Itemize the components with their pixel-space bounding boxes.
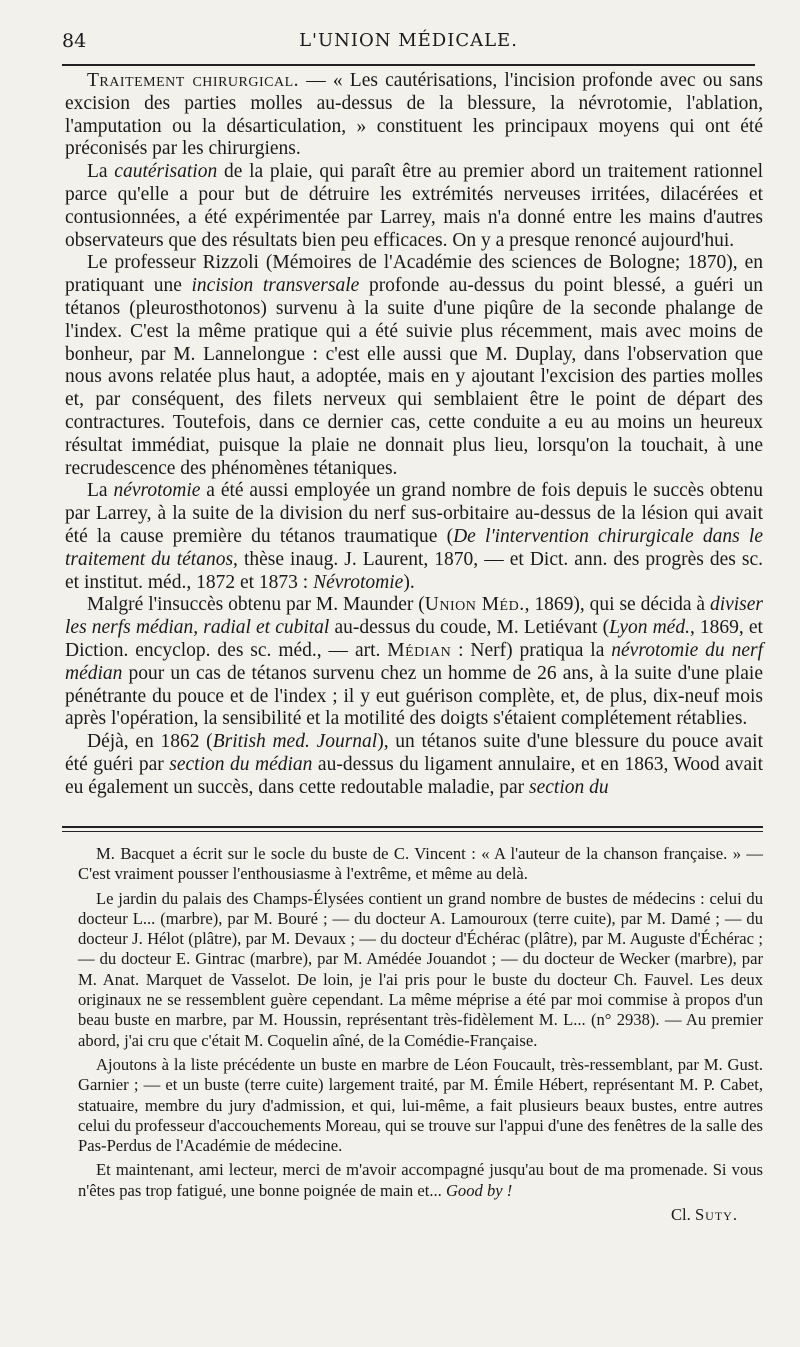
italic-run: Névrotomie bbox=[313, 571, 404, 593]
text-run: , 1869, et Diction. encyclop. des sc. méd., — art. bbox=[65, 617, 763, 661]
main-text bbox=[65, 70, 763, 800]
text-run: de la plaie, qui paraît être au premier abord un traitement rationnel parce qu'elle a pour but de détruire les extrémités nerveuses irritées, dilacérées et contusionnées, a été expérimentée par Larrey, mais n'a donné entre les mains d'autres observateurs que des résultats bien peu efficaces. On y a presque renoncé aujourd'hui. bbox=[65, 161, 763, 251]
text-run: , thèse inaug. J. Laurent, 1870, — et Dict. ann. des progrès des sc. et institut. méd., 1872 et 1873 : bbox=[65, 548, 764, 593]
text-run: au-dessus du coude, M. Letiévant ( bbox=[329, 617, 610, 639]
paragraph-maunder bbox=[65, 594, 763, 731]
text-run: a été aussi employée un grand nombre de fois depuis le succès obtenu par Larrey, à la suite de la division du nerf sus-orbitaire au-dessus de la lésion qui avait été la cause première du tétanos traumatique ( bbox=[65, 480, 763, 547]
paragraph-text: — « Les cautérisations, l'incision profonde avec ou sans excision des parties molles au-dessus de la blessure, la névrotomie, l'ablation, l'amputation ou la désarticulation, » constituent les principaux moyens qui ont été préconisés par les chirurgiens. bbox=[65, 70, 763, 160]
running-title: L'UNION MÉDICALE. bbox=[299, 30, 518, 51]
note-bacquet: M. Bacquet a écrit sur le socle du buste de C. Vincent : « A l'auteur de la chanson française. » — C'est vraiment pousser l'enthousiasme à l'extrême, et même au delà. bbox=[78, 844, 763, 884]
paragraph-surgical-treatment bbox=[65, 70, 763, 161]
italic-run: névrotomie du nerf médian bbox=[65, 639, 763, 684]
text-run: Et maintenant, ami lecteur, merci de m'avoir accompagné jusqu'au bout de ma promenade. Si vous n'êtes pas trop fatigué, une bonne poignée de main et... bbox=[78, 1160, 763, 1200]
page-number: 84 bbox=[62, 30, 87, 52]
signature-initials: Cl. bbox=[670, 1205, 695, 1225]
italic-run: cautérisation bbox=[114, 161, 218, 183]
italic-run: diviser les nerfs médian, radial et cubital bbox=[65, 594, 764, 639]
paragraph-rizzoli bbox=[65, 252, 763, 480]
paragraph-nevrotomie bbox=[65, 480, 763, 594]
header-rule bbox=[62, 64, 755, 66]
note-jardin: Le jardin du palais des Champs-Élysées contient un grand nombre de bustes de médecins : celui du docteur L... (marbre), par M. Bouré ; — du docteur A. Lamouroux (terre cuite), par M. Damé ; — du docteur J. Hélot (plâtre), par M. Devaux ; — du docteur d'Échérac (plâtre), par M. Auguste d'Échérac ; — du docteur E. Gintrac (marbre), par M. Amédée Jouandot ; — du docteur de Wecker (marbre), par M. Anat. Marquet de Vasselot. De loin, je l'ai pris pour le buste du docteur Ch. Fauvel. Les deux originaux ne se ressemblent guère cependant. La même méprise a été par moi commise à propos d'un beau buste en marbre, par M. Houssin, représentant très-fidèlement M. L... (n° 2938). — Au premier abord, j'ai cru que c'était M. Coquelin aîné, de la Comédie-Française. bbox=[78, 888, 763, 1050]
page-header bbox=[62, 30, 755, 60]
feuilleton-rule-thin bbox=[62, 831, 763, 832]
italic-run: névrotomie bbox=[113, 480, 201, 502]
text-run: profonde au-dessus du point blessé, a guéri un tétanos (pleurosthotonos) survenu à la suite d'une piqûre de la seconde phalange de l'index. C'est la même pratique qui a été suivie plus récemment, mais avec moins de bonheur, par M. Lannelongue : c'est elle aussi que M. Duplay, dans l'observation que nous avons relatée plus haut, a adoptée, mais en y ajoutant l'excision des parties molles et, par conséquent, des filets nerveux qui semblaient être le point de départ des contractures. Toutefois, dans ce dernier cas, cette conduite a eu au moins un heureux résultat immédiat, puisque la plaie ne donnait plus lieu, lorsqu'on la touchait, à une recrudescence des phénomènes tétaniques. bbox=[65, 275, 763, 479]
italic-run: Good by ! bbox=[445, 1180, 513, 1200]
feuilleton-text bbox=[78, 844, 763, 1225]
smallcaps-run: Union Méd. bbox=[424, 594, 525, 616]
text-run: pour un cas de tétanos survenu chez un homme de 26 ans, à la suite d'une plaie pénétrante du pouce et de l'index ; il y eut guérison complète, et, de plus, dix-neuf mois après l'opération, la sensibilité et la motilité des doigts s'étaient complétement rétablies. bbox=[65, 662, 763, 730]
italic-run: section du bbox=[529, 776, 609, 798]
signature bbox=[78, 1205, 763, 1225]
smallcaps-run: Médian bbox=[387, 639, 452, 661]
text-run: au-dessus du ligament annulaire, et en 1863, Wood avait eu également un succès, dans cette redoutable maladie, par bbox=[65, 753, 763, 798]
text-run: ). bbox=[403, 571, 415, 593]
note-maintenant bbox=[78, 1160, 763, 1201]
text-run: La bbox=[87, 161, 115, 183]
italic-run: incision transversale bbox=[191, 275, 360, 297]
text-run: ), un tétanos suite d'une blessure du pouce avait été guéri par bbox=[65, 731, 763, 775]
feuilleton-rule bbox=[62, 826, 763, 828]
text-run: La bbox=[87, 480, 114, 502]
signature-name: Suty. bbox=[694, 1205, 738, 1225]
note-ajoutons: Ajoutons à la liste précédente un buste en marbre de Léon Foucault, très-ressemblant, par M. Gust. Garnier ; — et un buste (terre cuite) largement traité, par M. Émile Hébert, représentant M. P. Cabet, statuaire, membre du jury d'admission, et qui, lui-même, a fait plusieurs beaux bustes, entre autres celui du professeur d'accouchements Moreau, qui se trouve sur l'appui d'une des fenêtres de la salle des Pas-Perdus de l'Académie de médecine. bbox=[78, 1054, 763, 1156]
text-run: Le professeur Rizzoli (Mémoires de l'Académie des sciences de Bologne; 1870), en pratiquant une bbox=[65, 252, 763, 297]
italic-run: Lyon méd. bbox=[609, 617, 690, 639]
text-run: Déjà, en 1862 ( bbox=[87, 731, 213, 753]
paragraph-cauterisation bbox=[65, 161, 763, 252]
paragraph-british-journal bbox=[65, 731, 763, 799]
text-run: , 1869), qui se décida à bbox=[524, 594, 710, 616]
text-run: : Nerf) pratiqua la bbox=[451, 639, 612, 661]
italic-run: British med. Journal bbox=[212, 731, 378, 753]
italic-run: De l'intervention chirurgicale dans le traitement du tétanos bbox=[65, 525, 763, 570]
section-heading: Traitement chirurgical. bbox=[87, 70, 300, 91]
italic-run: section du médian bbox=[169, 753, 313, 775]
text-run: Malgré l'insuccès obtenu par M. Maunder ( bbox=[87, 594, 425, 616]
